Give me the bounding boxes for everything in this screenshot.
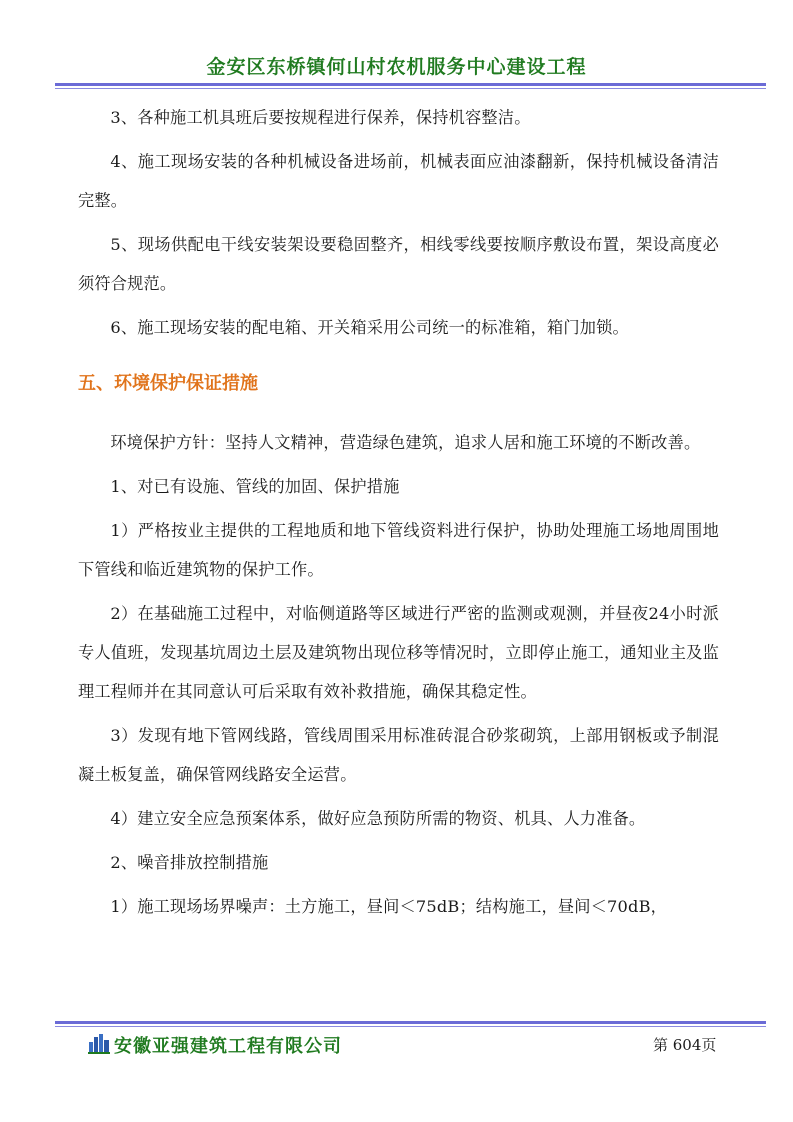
paragraph: 3、各种施工机具班后要按规程进行保养，保持机容整洁。	[110, 108, 531, 127]
paragraph: 1）严格按业主提供的工程地质和地下管线资料进行保护，协助处理施工场地周围地下管线和临近建筑物的保护工作。	[78, 521, 719, 579]
section-heading: 五、环境保护保证措施	[78, 373, 258, 394]
paragraph: 4）建立安全应急预案体系，做好应急预防所需的物资、机具、人力准备。	[110, 809, 646, 828]
paragraph: 3）发现有地下管网线路，管线周围采用标准砖混合砂浆砌筑，上部用钢板或予制混凝土板复盖，确保管网线路安全运营。	[78, 726, 719, 784]
paragraph: 环境保护方针：坚持人文精神，营造绿色建筑，追求人居和施工环境的不断改善。	[110, 433, 701, 452]
header-rule-thin	[55, 88, 766, 89]
paragraph: 5、现场供配电干线安装架设要稳固整齐，相线零线要按顺序敷设布置，架设高度必须符合规范。	[78, 235, 719, 293]
document-header-title: 金安区东桥镇何山村农机服务中心建设工程	[206, 56, 587, 78]
header-rule	[55, 83, 766, 86]
footer-rule-thin	[55, 1026, 766, 1027]
paragraph: 1、对已有设施、管线的加固、保护措施	[110, 477, 400, 496]
footer-rule	[55, 1021, 766, 1024]
building-logo-icon	[88, 1034, 110, 1054]
paragraph: 1）施工现场场界噪声：土方施工，昼间＜75dB；结构施工，昼间＜70dB，	[110, 897, 668, 916]
document-body	[78, 98, 719, 926]
page-number: 第 604页	[653, 1036, 717, 1054]
document-footer	[0, 1030, 793, 1060]
paragraph: 6、施工现场安装的配电箱、开关箱采用公司统一的标准箱，箱门加锁。	[110, 318, 629, 337]
paragraph: 2）在基础施工过程中，对临侧道路等区域进行严密的监测或观测，并昼夜24小时派专人值班，发现基坑周边土层及建筑物出现位移等情况时，立即停止施工，通知业主及监理工程师并在其同意认可后采取有效补救措施，确保其稳定性。	[78, 604, 719, 701]
company-name: 安徽亚强建筑工程有限公司	[114, 1036, 342, 1057]
paragraph: 4、施工现场安装的各种机械设备进场前，机械表面应油漆翻新，保持机械设备清洁完整。	[78, 152, 719, 210]
paragraph: 2、噪音排放控制措施	[110, 853, 269, 872]
